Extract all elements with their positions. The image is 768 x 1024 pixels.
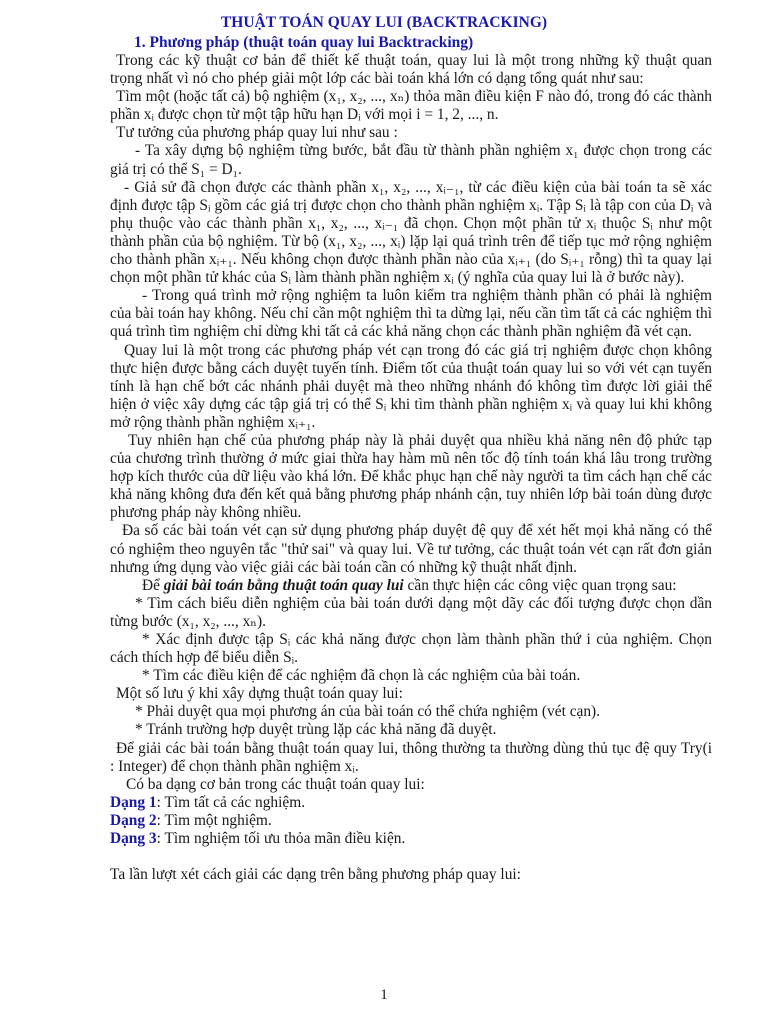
form-2 (110, 812, 712, 830)
requirements-emphasis: giải bài toán bằng thuật toán quay lui (163, 576, 404, 594)
star-item-2: * Xác định được tập Sᵢ các khả năng được chọn làm thành phần thứ i của nghiệm. Chọn cách thích hợp để biểu diễn Sᵢ. (110, 631, 712, 667)
requirements-pre: Để (142, 576, 164, 594)
section-heading: 1. Phương pháp (thuật toán quay lui Backtracking) (134, 34, 474, 51)
form-2-label: Dạng 2 (110, 811, 157, 829)
bullet-step-1: - Ta xây dựng bộ nghiệm từng bước, bắt đầu từ thành phần nghiệm x₁ được chọn trong các giá trị có thể S₁ = D₁. (110, 142, 712, 178)
spacer (110, 848, 712, 866)
note-item-2: * Tránh trường hợp duyệt trùng lặp các khả năng đã duyệt. (135, 721, 497, 739)
form-1 (110, 794, 712, 812)
form-3-label: Dạng 3 (110, 830, 157, 848)
star-item-1: * Tìm cách biểu diễn nghiệm của bài toán dưới dạng một dãy các đối tượng được chọn dần từng bước (x₁, x₂, ..., xₙ). (110, 594, 712, 630)
star-item-3: * Tìm các điều kiện để các nghiệm đã chọn là các nghiệm của bài toán. (142, 667, 581, 685)
paragraph-intro: Trong các kỹ thuật cơ bản để thiết kế thuật toán, quay lui là một trong những kỹ thuật quan trọng nhất vì nó cho phép giải một lớp các bài toán khá lớn có dạng tổng quát như sau: (110, 52, 712, 88)
form-2-text: : Tìm một nghiệm. (156, 811, 272, 829)
paragraph-notes: Một số lưu ý khi xây dựng thuật toán quay lui: (116, 685, 403, 703)
paragraph-requirements (110, 577, 712, 595)
paragraph-idea: Tư tưởng của phương pháp quay lui như sau : (116, 124, 398, 142)
document-title: THUẬT TOÁN QUAY LUI (BACKTRACKING) (220, 14, 548, 31)
form-3 (110, 830, 712, 848)
page-number: 1 (380, 987, 388, 1003)
bullet-step-2: - Giả sử đã chọn được các thành phần x₁, x₂, ..., xᵢ₋₁, từ các điều kiện của bài toán ta sẽ xác định được tập Sᵢ gồm các giá trị được chọn cho thành phần nghiệm xᵢ. Tập Sᵢ là tập con của Dᵢ và phụ thuộc vào các thành phần x₁, x₂, ..., xᵢ₋₁ đã chọn. Chọn một phần tử xᵢ thuộc Sᵢ như một thành phần của bộ nghiệm. Từ bộ (x₁, x₂, ..., xᵢ) lặp lại quá trình trên để tiếp tục mở rộng nghiệm cho thành phần xᵢ₊₁. Nếu không chọn được thành phần nào của xᵢ₊₁ (do Sᵢ₊₁ rỗng) thì ta quay lại chọn một phần tử khác của Sᵢ làm thành phần nghiệm xᵢ (ý nghĩa của quay lui là ở bước này). (110, 178, 712, 287)
bullet-step-3: - Trong quá trình mở rộng nghiệm ta luôn kiểm tra nghiệm thành phần có phải là nghiệm của bài toán hay không. Nếu chỉ cần một nghiệm thì ta dừng lại, nếu cần tìm tất cả các nghiệm thì quá trình tìm nghiệm chỉ dừng khi tất cả các khả năng chọn các thành phần nghiệm đã vét cạn. (110, 287, 712, 341)
form-1-text: : Tìm tất cả các nghiệm. (156, 793, 306, 811)
paragraph-exhaustive: Quay lui là một trong các phương pháp vét cạn trong đó các giá trị nghiệm được chọn không thực hiện được bằng cách duyệt tuyến tính. Điểm tốt của thuật toán quay lui so với vét cạn tuyến tính là hạn chế bớt các nhánh phải duyệt mà theo những nhánh đó không tìm được lời giải thể hiện ở việc xây dựng các tập giá trị có thể Sᵢ khi tìm thành phần nghiệm xᵢ và quay lui khi không mở rộng thành phần nghiệm xᵢ₊₁. (110, 341, 712, 431)
requirements-post: cần thực hiện các công việc quan trọng sau: (403, 576, 677, 594)
paragraph-recursion: Đa số các bài toán vét cạn sử dụng phương pháp duyệt đệ quy để xét hết mọi khả năng có thể có nghiệm theo nguyên tắc "thử sai" và quay lui. Về tư tưởng, các thuật toán vét cạn rất đơn giản nhưng ứng dụng vào việc giải các bài toán cần có những kỹ thuật nhất định. (110, 522, 712, 576)
document-body (110, 52, 712, 884)
paragraph-try-procedure: Để giải các bài toán bằng thuật toán quay lui, thông thường ta thường dùng thủ tục đệ quy Try(i : Integer) để chọn thành phần nghiệm xᵢ. (110, 739, 712, 775)
paragraph-three-forms: Có ba dạng cơ bản trong các thuật toán quay lui: (126, 775, 425, 793)
form-3-text: : Tìm nghiệm tối ưu thỏa mãn điều kiện. (156, 830, 406, 848)
paragraph-closing: Ta lần lượt xét cách giải các dạng trên bằng phương pháp quay lui: (110, 866, 521, 884)
paragraph-limitation: Tuy nhiên hạn chế của phương pháp này là phải duyệt qua nhiều khả năng nên độ phức tạp của chương trình thường ở mức giai thừa hay hàm mũ nên tốc độ tính toán khá lâu trong trường hợp kích thước của dữ liệu vào khá lớn. Để khắc phục hạn chế này người ta tìm cách hạn chế các khả năng không đưa đến kết quả bằng phương pháp nhánh cận, tuy nhiên lớp bài toán dùng được phương pháp này không nhiều. (110, 431, 712, 522)
paragraph-problem: Tìm một (hoặc tất cả) bộ nghiệm (x₁, x₂, ..., xₙ) thỏa mãn điều kiện F nào đó, trong đó các thành phần xᵢ được chọn từ một tập hữu hạn Dᵢ với mọi i = 1, 2, ..., n. (110, 88, 712, 124)
form-1-label: Dạng 1 (110, 793, 157, 811)
note-item-1: * Phải duyệt qua mọi phương án của bài toán có thể chứa nghiệm (vét cạn). (135, 703, 601, 721)
